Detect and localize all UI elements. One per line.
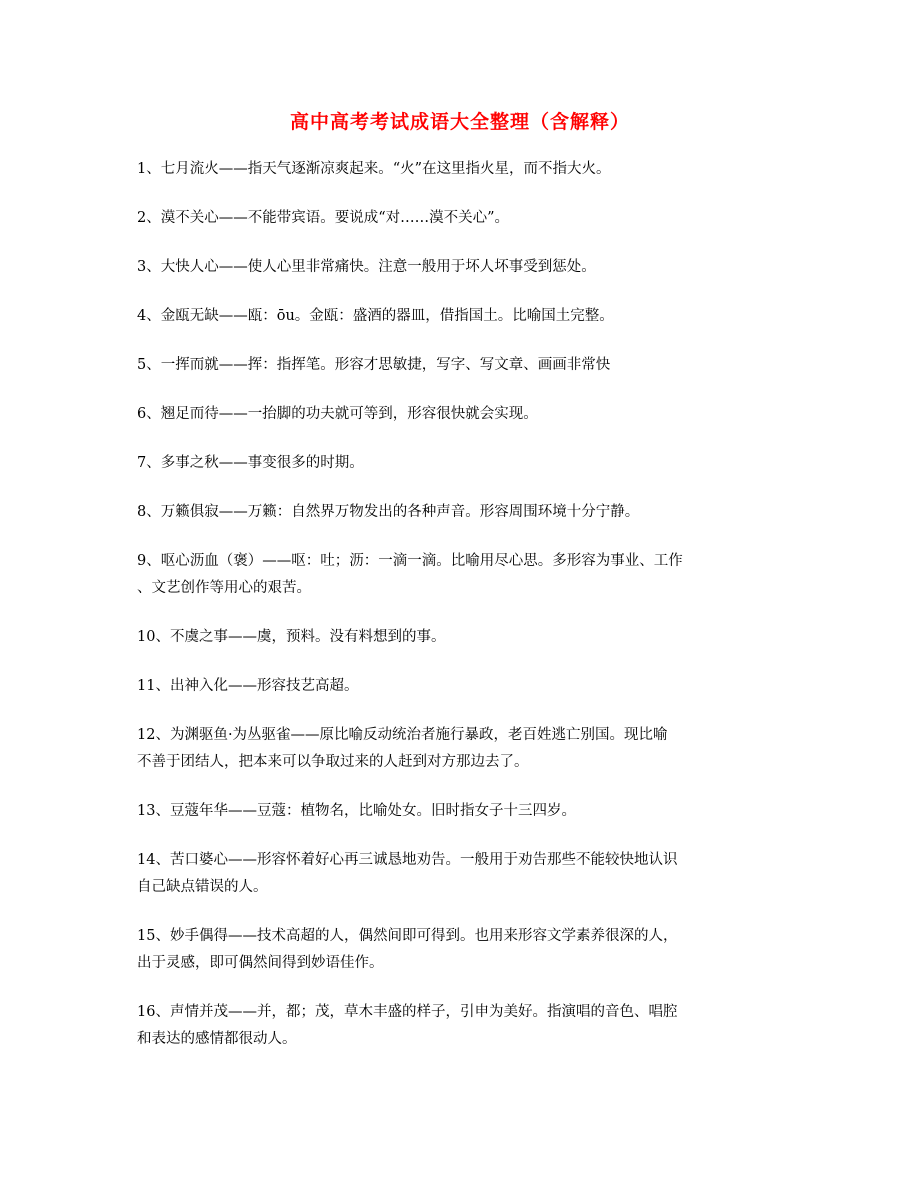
idiom-entry xyxy=(137,847,787,901)
idiom-entry-line: 6、翘足而待——一抬脚的功夫就可等到，形容很快就会实现。 xyxy=(137,406,538,422)
idiom-entry-line: 7、多事之秋——事变很多的时期。 xyxy=(137,455,364,471)
idiom-entry xyxy=(137,156,787,183)
idiom-entry xyxy=(137,254,787,281)
idiom-entry-line: 自己缺点错误的人。 xyxy=(137,879,268,895)
idiom-entry xyxy=(137,205,787,232)
idiom-entry xyxy=(137,352,787,379)
idiom-entry xyxy=(137,303,787,330)
idiom-entry-line: 不善于团结人，把本来可以争取过来的人赶到对方那边去了。 xyxy=(137,754,529,770)
idiom-entry-line: 13、豆蔻年华——豆蔻：植物名，比喻处女。旧时指女子十三四岁。 xyxy=(137,803,576,819)
idiom-entry xyxy=(137,722,787,776)
idiom-entry-line: 8、万籁俱寂——万籁：自然界万物发出的各种声音。形容周围环境十分宁静。 xyxy=(137,504,640,520)
idiom-entry-line: 12、为渊驱鱼·为丛驱雀——原比喻反动统治者施行暴政，老百姓逃亡别国。现比喻 xyxy=(137,727,668,743)
idiom-entry-line: 和表达的感情都很动人。 xyxy=(137,1031,297,1047)
idiom-entry-line: 1、七月流火——指天气逐渐凉爽起来。“火”在这里指火星，而不指大火。 xyxy=(137,161,611,177)
idiom-entry xyxy=(137,450,787,477)
idiom-entry xyxy=(137,798,787,825)
idiom-entry xyxy=(137,401,787,428)
idiom-entry xyxy=(137,548,787,602)
idiom-entry-line: 16、声情并茂——并，都；茂，草木丰盛的样子，引申为美好。指演唱的音色、唱腔 xyxy=(137,1004,678,1020)
idiom-entry-line: 14、苦口婆心——形容怀着好心再三诚恳地劝告。一般用于劝告那些不能较快地认识 xyxy=(137,852,678,868)
idiom-entry xyxy=(137,923,787,977)
idiom-entry-line: 、文艺创作等用心的艰苦。 xyxy=(137,580,311,596)
idiom-entry-line: 9、呕心沥血（褒）——呕：吐；沥：一滴一滴。比喻用尽心思。多形容为事业、工作 xyxy=(137,553,683,569)
idiom-entry xyxy=(137,673,787,700)
idiom-entry-line: 4、金瓯无缺——瓯：ōu。金瓯：盛酒的器皿，借指国土。比喻国土完整。 xyxy=(137,308,614,324)
idiom-entry xyxy=(137,499,787,526)
idiom-list xyxy=(137,156,787,1075)
page-title: 高中高考考试成语大全整理（含解释） xyxy=(289,111,630,133)
idiom-entry-line: 2、漠不关心——不能带宾语。要说成“对……漠不关心”。 xyxy=(137,210,510,226)
idiom-entry-line: 5、一挥而就——挥：指挥笔。形容才思敏捷，写字、写文章、画画非常快 xyxy=(137,357,611,373)
idiom-entry-line: 出于灵感，即可偶然间得到妙语佳作。 xyxy=(137,955,384,971)
idiom-entry-line: 15、妙手偶得——技术高超的人，偶然间即可得到。也用来形容文学素养很深的人， xyxy=(137,928,678,944)
idiom-entry xyxy=(137,624,787,651)
idiom-entry-line: 10、不虞之事——虞，预料。没有料想到的事。 xyxy=(137,629,446,645)
idiom-entry-line: 11、出神入化——形容技艺高超。 xyxy=(137,678,359,694)
idiom-entry xyxy=(137,999,787,1053)
idiom-entry-line: 3、大快人心——使人心里非常痛快。注意一般用于坏人坏事受到惩处。 xyxy=(137,259,596,275)
